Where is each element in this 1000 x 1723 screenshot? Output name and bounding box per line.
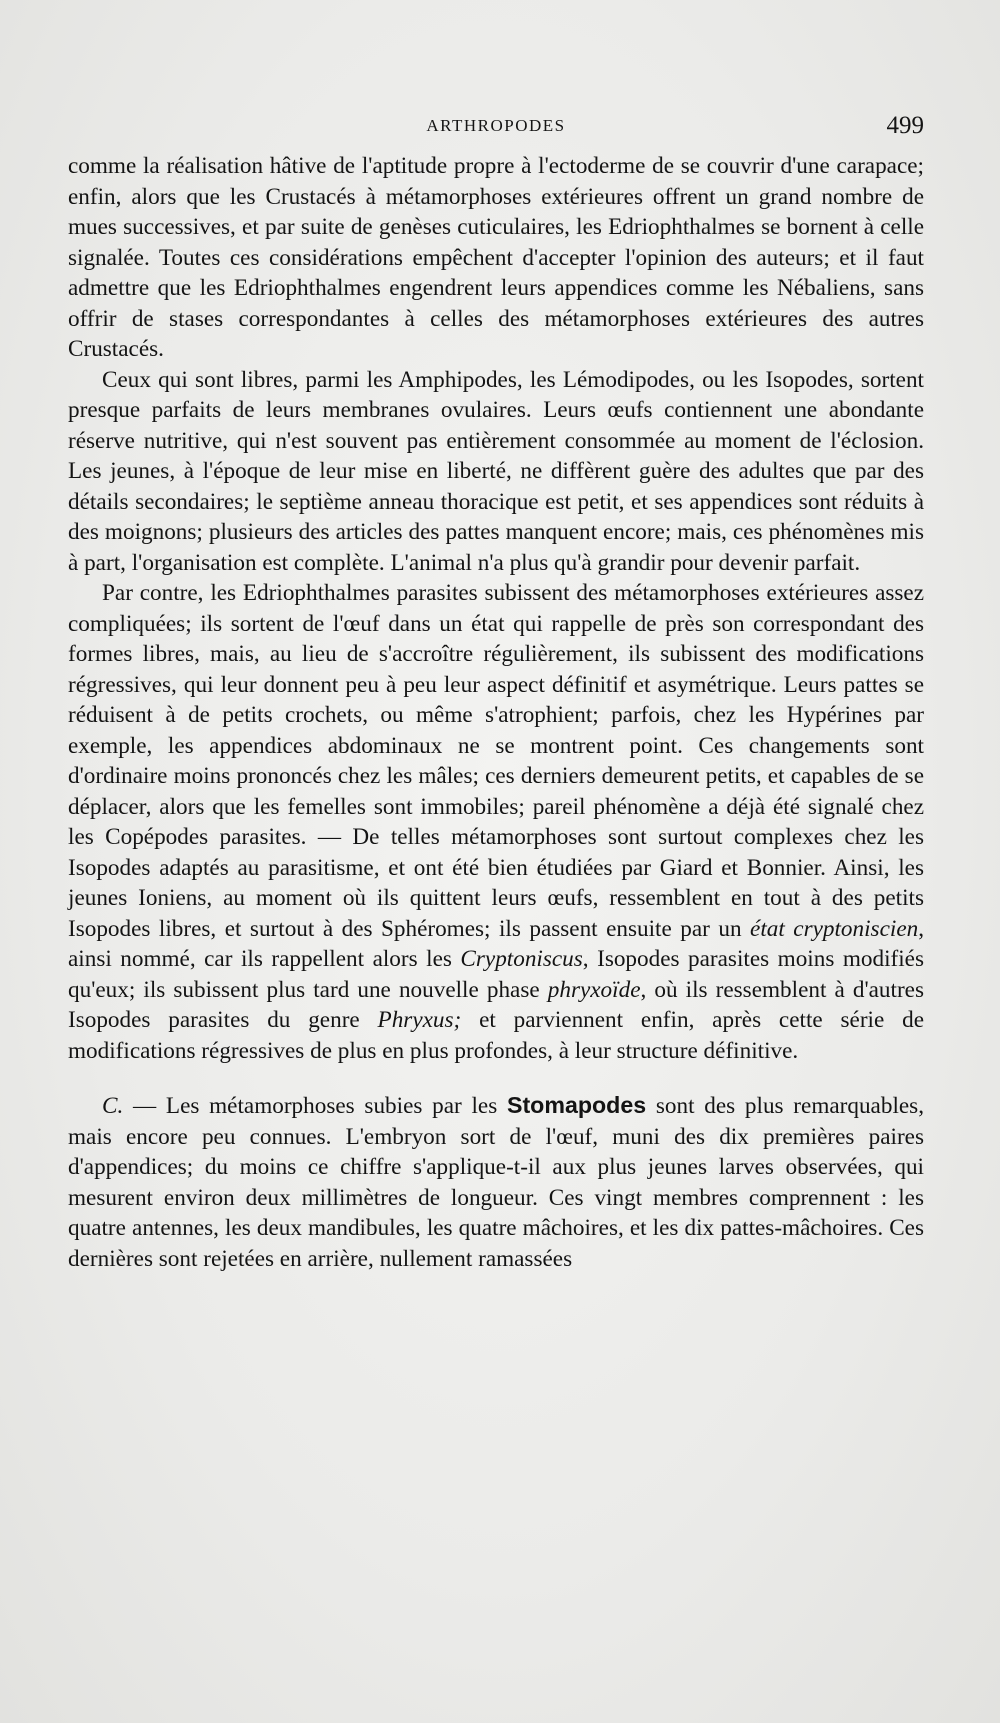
paragraph-text: , Isopodes parasites moins modifiés qu'eux; ils subissent plus tard une nouvelle phase: [68, 946, 924, 1003]
page-header: [68, 112, 924, 142]
paragraph-text: Ceux qui sont libres, parmi les Amphipodes, les Lémodipodes, ou les Isopodes, sortent presque parfaits de leurs membranes ovulaires. Leurs œufs contiennent une abondante réserve nutritive, qui n'est souvent pas entièrement consommée au moment de l'éclosion. Les jeunes, à l'époque de leur mise en liberté, ne diffèrent guère des adultes que par des détails secondaires; le septième anneau thoracique est petit, et ses appendices sont réduits à des moignons; plusieurs des articles des pattes manquent encore; mais, ces phénomènes mis à part, l'organisation est complète. L'animal n'a plus qu'à grandir pour devenir parfait.: [68, 366, 924, 576]
paragraph-text: , où ils ressemblent à d'autres Isopodes parasites du genre: [68, 976, 925, 1033]
paragraph-text: Par contre, les Edriophthalmes parasites subissent des métamorphoses extérieures assez compliquées; ils sortent de l'œuf dans un état qui rappelle de près son correspondant des formes libres, mais, au lieu de s'accroître régulièrement, ils subissent des modifications régressives, qui leur donnent peu à peu leur aspect définitif et asymétrique. Leurs pattes se réduisent à de petits crochets, ou même s'atrophient; parfois, chez les Hypérines par exemple, les appendices abdominaux ne se montrent point. Ces changements sont d'ordinaire moins prononcés chez les mâles; ces derniers demeurent petits, et capables de se déplacer, alors que les femelles sont immobiles; pareil phénomène a déjà été signalé chez les Copépodes parasites. — De telles métamorphoses sont surtout complexes chez les Isopodes adaptés au parasitisme, et ont été bien étudiées par Giard et Bonnier. Ainsi, les jeunes Ioniens, au moment où ils quittent leurs œufs, ressemblent en tout à des petits Isopodes libres, et surtout à des Sphéromes; ils passent ensuite par un: [68, 580, 924, 942]
paragraph-parasites: [68, 578, 924, 1066]
body-text: [68, 151, 924, 1274]
italic-term: état cryptoniscien: [750, 915, 919, 942]
paragraph-free-forms: [68, 365, 924, 579]
bold-term: Stomapodes: [506, 1092, 647, 1118]
section-letter: C.: [102, 1093, 124, 1119]
paragraph-continuation: [68, 151, 924, 365]
italic-genus: Phryxus;: [377, 1007, 462, 1033]
italic-term: phryxoïde: [547, 976, 641, 1003]
paragraph-text: comme la réalisation hâtive de l'aptitude propre à l'ectoderme de se couvrir d'une carapace; enfin, alors que les Crustacés à métamorphoses extérieures offrent un grand nombre de mues successives, et par suite de genèses cuticulaires, les Edriophthalmes se bornent à celle signalée. Toutes ces considérations empêchent d'accepter l'opinion des auteurs; et il faut admettre que les Edriophthalmes engendrent leurs appendices comme les Nébaliens, sans offrir de stases correspondantes à celles des métamorphoses extérieures des autres Crustacés.: [68, 153, 924, 362]
italic-genus: Cryptoniscus: [460, 946, 583, 972]
paragraph-text: et parviennent enfin, après cette série de modifications régressives de plus en plus profondes, à leur structure définitive.: [68, 1007, 924, 1064]
paragraph-text: sont des plus remarquables, mais encore peu connues. L'embryon sort de l'œuf, muni des dix premières paires d'appendices; du moins ce chiffre s'applique-t-il aux plus jeunes larves observées, qui mesurent environ deux millimètres de longueur. Ces vingt membres comprennent : les quatre antennes, les deux mandibules, les quatre mâchoires, et les dix pattes-mâchoires. Ces dernières sont rejetées en arrière, nullement ramassées: [68, 1093, 925, 1272]
paragraph-text: — Les métamorphoses subies par les: [123, 1093, 507, 1119]
paragraph-stomapodes: [68, 1090, 924, 1274]
running-title: ARTHROPODES: [426, 116, 566, 135]
paragraph-text: , ainsi nommé, car ils rappellent alors les: [68, 915, 924, 972]
page-number: 499: [886, 112, 924, 139]
